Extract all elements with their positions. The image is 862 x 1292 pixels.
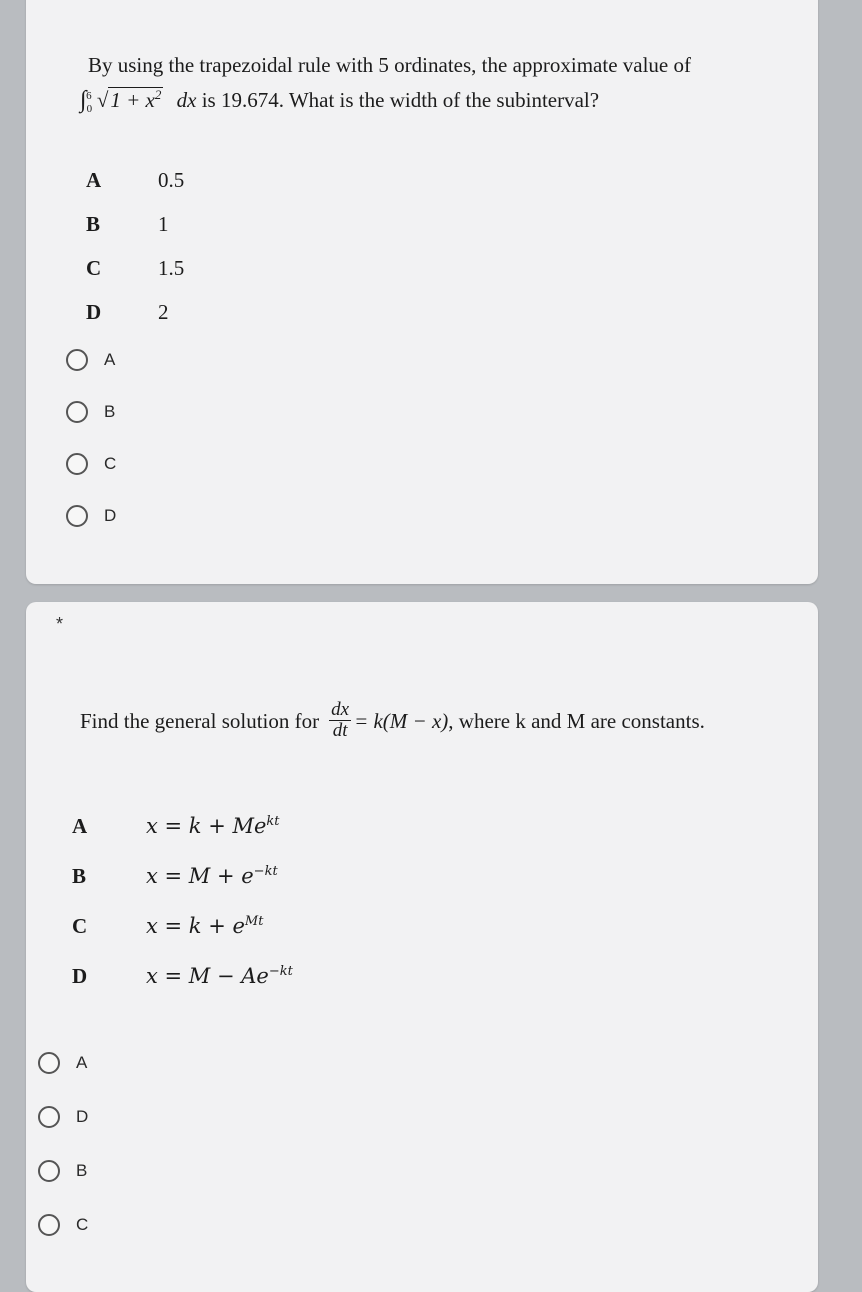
option-value: $x = M + e^{-kt}$: [146, 864, 278, 888]
option-letter: B: [86, 212, 101, 236]
radio-circle-icon[interactable]: [38, 1106, 60, 1128]
option-value: 0.5: [158, 168, 185, 192]
q1-radio-d[interactable]: [66, 501, 116, 531]
radio-circle-icon[interactable]: [38, 1052, 60, 1074]
required-mark: *: [56, 614, 64, 634]
option-letter: D: [72, 964, 88, 988]
q1-line2-rest: is 19.674. What is the width of the subinterval?: [201, 88, 600, 112]
radio-label[interactable]: C: [76, 1215, 89, 1234]
q2-radio-a[interactable]: [38, 1048, 87, 1078]
derivative-fraction: [329, 700, 351, 741]
q2-text: [80, 700, 705, 741]
option-letter: B: [72, 864, 87, 888]
option-value: $x = k + e^{Mt}$: [146, 914, 264, 938]
q1-radio-c[interactable]: [66, 449, 116, 479]
q2-radio-b[interactable]: [38, 1156, 87, 1186]
q1-line2: [80, 80, 599, 124]
radio-label[interactable]: B: [104, 402, 116, 421]
radio-label[interactable]: A: [76, 1053, 88, 1072]
option-letter: D: [86, 300, 102, 324]
q2-radio-c[interactable]: [38, 1210, 88, 1240]
option-letter: C: [86, 256, 102, 280]
radio-circle-icon[interactable]: [66, 453, 88, 475]
integral-upper: 6: [86, 90, 92, 102]
q1-radio-a[interactable]: [66, 345, 115, 375]
q2-equation: = k(M − x): [354, 708, 449, 733]
option-letter: C: [72, 914, 88, 938]
option-value: $x = k + Me^{kt}$: [146, 814, 280, 838]
q1-line1: By using the trapezoidal rule with 5 ordinates, the approximate value of: [88, 53, 691, 77]
q2-suffix: , where k and M are constants.: [448, 708, 705, 733]
frac-numerator: dx: [331, 699, 350, 720]
frac-denominator: dt: [332, 720, 348, 741]
q2-prefix: Find the general solution for: [80, 708, 320, 733]
option-value: 1.5: [158, 256, 185, 280]
option-value: $x = M - Ae^{-kt}$: [146, 964, 293, 988]
option-value: 2: [158, 300, 169, 324]
radio-circle-icon[interactable]: [66, 349, 88, 371]
integrand: $1 + x^2$: [110, 87, 162, 112]
option-value: 1: [158, 212, 169, 236]
radio-label[interactable]: B: [76, 1161, 88, 1180]
radio-label[interactable]: D: [104, 506, 117, 525]
integral-sign: ∫: [80, 87, 87, 113]
integral-lower: 0: [86, 103, 93, 116]
sqrt-sign: √: [96, 88, 109, 112]
radio-label[interactable]: C: [104, 454, 117, 473]
option-letter: A: [86, 168, 102, 192]
q2-radio-d[interactable]: [38, 1102, 88, 1132]
dx: dx: [176, 88, 197, 112]
radio-circle-icon[interactable]: [38, 1160, 60, 1182]
radio-circle-icon[interactable]: [66, 401, 88, 423]
radio-label[interactable]: A: [104, 350, 116, 369]
radio-circle-icon[interactable]: [66, 505, 88, 527]
option-letter: A: [72, 814, 88, 838]
q1-radio-b[interactable]: [66, 397, 115, 427]
radio-label[interactable]: D: [76, 1107, 89, 1126]
radio-circle-icon[interactable]: [38, 1214, 60, 1236]
